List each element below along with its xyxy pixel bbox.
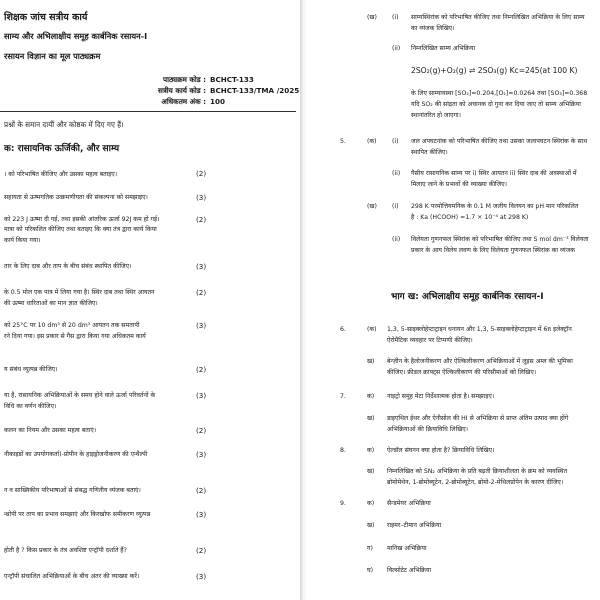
question-line: के लिए साम्यावस्था [SO₂]=0.204,[O₂]=0.0264 तथा [SO₃]=0.368 [411,90,588,97]
question-line: कीजिए। फ्रीडल क्राफ्ट्स ऐल्किलीकरण की परिसीमाओं को लिखिए। [387,369,537,376]
max-marks-value: 100 [210,97,226,106]
marks: (3) [196,321,207,330]
section-a-title: क: रासायनिक ऊर्जिकी, और साम्य [4,144,120,154]
header-line2: साम्य और अभिलाक्षीय समूह कार्बनिक रसायन-I [4,31,148,41]
question-line: कलन का नियम और उसका महत्व बताएं। [4,427,97,434]
question-line: राइमर–टीमान अभिक्रिया [387,522,442,529]
course-code-label: पाठ्यक्रम कोड : [163,75,206,84]
question-number: 7. [340,393,346,400]
part-label: ख) [367,415,375,422]
header-line1: शिक्षक जांच सत्रीय कार्य [4,12,88,23]
part-label: घ) [367,567,374,574]
question-line: साम्यस्थिरांक को परिभाषित कीजिए तथा निम्नलिखित अभिक्रिया के लिए साम्य [411,14,585,21]
section-b-title: भाग ख: अभिलाक्षीय समूह कार्बनिक रसायन-I [391,292,544,302]
marks: (3) [196,193,207,202]
course-code-value: BCHCT-133 [210,75,254,84]
question-line: प्रकार के आय विलेय लवण के लिए विलेयता गुणनफल स्थिरांक का व्यंजक [411,247,576,254]
question-line: जल अपघटनांक को परिभाषित कीजिए तथा उसका जलापघटन स्थिरांक के साथ [411,138,588,145]
equation: 2SO₂(g)+O₂(g) ⇌ 2SO₃(g) Kc=245(at 100 K) [411,66,578,75]
question-line: एन्ट्रॉपी संचालित अभिक्रियाओं के बीच अंतर की व्याख्या करें। [4,573,140,580]
book-gutter [300,0,307,600]
question-line: नाइट्रो समूह मेटा निर्देशात्मक होता है। समझाइए। [387,393,495,400]
question-line: निम्नलिखित साम्य अभिक्रिया [411,45,476,52]
question-line: डाइएथिल ईथर और ऐनीसोल की HI से अभिक्रिया से प्राप्त अंतिम उत्पाद क्या होंगे [387,415,569,422]
part-label: (क) [367,138,377,145]
question-line: स्थापित कीजिए। [411,149,448,156]
part-label: (ख) [367,203,377,210]
question-line: मानिख अभिक्रिया [387,545,427,552]
question-line: निम्नलिखित को SN₂ अभिक्रिया के प्रति बढ़ती क्रियाशीलता के क्रम को व्यवस्थित [387,468,568,475]
marks: (3) [196,450,207,459]
question-line: रने दिया गया। इस प्रकार से गैस द्वारा किया गया अधिकतम कार्य [4,333,146,340]
question-line: स्थानांतरित हो जाएगा। [411,112,461,119]
header-divider [0,111,296,112]
sub-label: (i) [392,203,399,210]
instruction-text: प्रश्नों के समान दायीं और कोष्ठक में दिए गए हैं। [4,120,124,129]
question-line: ब्रोमोमेथेन, 1-ब्रोमोब्यूटेन, 2-ब्रोमोब्यूटेन, ब्रोमो-2-मेथिलप्रोपेन के कारण दीजिए। [387,479,564,486]
question-line: की ऊष्मा धारिताओं का मान ज्ञात कीजिए। [4,300,98,307]
question-line: है : Ka (HCOOH) =1.7 × 10⁻⁴ at 298 K) [411,214,529,221]
marks: (3) [196,572,207,581]
sub-label: (i) [392,14,399,21]
marks: (3) [196,262,207,271]
question-line: 298 K परमोत्तियमनिक के 0.1 M जलीय विलयन का pH मान परिकलित [411,203,579,210]
question-line: यदि SO₂ की सांद्रता को अचानक दो गुना कर दिया जाए तो साम्य अभिक्रिया [411,101,581,108]
question-line: सैन्डमेयर अभिक्रिया [387,500,431,507]
question-line: नीकाइडों का उपयोगकर्ता)-प्रोपीन के हाइड्रोजनीकरण की एन्थैल्पी [4,451,148,458]
question-line: ऐरोमैटिक व्यवहार पर टिप्पणी कीजिए। [387,337,473,344]
question-number: 6. [340,326,346,333]
assignment-code-value: BCHCT-133/TMA /2025 [210,86,300,95]
header-line3: रसायन विज्ञान का मूल पाठ्यक्रम [4,51,101,61]
sub-label: (ii) [392,170,401,177]
part-label: ख) [367,358,375,365]
question-line: विल्सोटेट अभिक्रिया [387,567,432,574]
marks: (2) [196,426,207,435]
question-line: का व्यंजक लिखिए। [411,25,455,32]
marks: (2) [196,546,207,555]
part-label: (ख) [367,14,377,21]
marks: (2) [196,215,207,224]
marks: (3) [196,391,207,400]
question-line: ऐल्डॉल संघनन क्या होता है? क्रियाविधि लिखिए। [387,447,495,454]
question-number: 9. [340,500,346,507]
question-line: मिलाए जाने के प्रभावों की व्याख्या कीजिए। [411,181,508,188]
question-number: 8. [340,447,346,454]
question-line: को 223 J ऊष्मा दी गई, तथा इसकी आंतरिक ऊर्जा 92J कम हो गई। [4,216,160,223]
question-line: सहायता से ऊष्मगतिक उत्क्रमणीयता की संकल्पना को समझाइए। [4,194,148,201]
right-page [307,0,600,600]
question-line: विधि का वर्णन कीजिए। [4,403,57,410]
sub-label: (ii) [392,45,401,52]
question-line: न्थ्रोपी पर ताप का प्रभाव समझाएं और किरखोफ समीकरण व्युत्पन्न [4,511,151,518]
part-label: ख) [367,468,375,475]
part-label: क) [367,393,375,400]
sub-label: (i) [392,138,399,145]
question-line: तार के लिए दाब और ताप के बीच संबंध स्थापित कीजिए। [4,263,132,270]
marks: (2) [196,169,207,178]
marks: (2) [196,365,207,374]
question-line: होती है ? किस प्रकार के तंत्र अवशिष्ट एन्ट्रॉपी दर्शाते हैं? [4,547,127,554]
question-line: 1,3, 5-साइक्लोहेप्टाट्राइन धनायन और 1,3, 5-साइक्लोहेप्टाट्राइन में 6π इलेक्ट्रॉन [387,326,572,333]
question-line: अभिक्रियाओं की क्रियाविधि लिखिए। [387,426,469,433]
question-line: गैसीय रासायनिक साम्य पर i) स्थिर आयतन ii) स्थिर दाब की अवस्थाओं में [411,170,577,177]
part-label: ग) [367,545,373,552]
marks: (2) [196,486,207,495]
question-line: को 25°C पर 10 dm³ से 20 dm³ आयतन तक समतापी [4,322,140,329]
question-line: न व साख्यिकीय परिभाषाओं से संबद्ध गणितीय व्यंजक बताएं। [4,487,141,494]
question-line: या है, रासायनिक अभिक्रियाओं के समय होने वाले ऊर्जा परिवर्तनों के [4,392,156,399]
question-line: विलेयता गुणनफल स्थिरांक को परिभाषित कीजिए तथा S mol dm⁻³ विलेयता [411,236,589,243]
marks: (2) [196,288,207,297]
question-line: बेन्ज़ीन के हैलोजनीकरण और ऐल्किलीकरण अभिक्रियाओं में लूइस अम्ल की भूमिका [387,358,573,365]
question-line: । को परिभाषित कीजिए और उसका महत्व बताइए। [4,171,118,178]
assignment-code-label: सत्रीय कार्य कोड : [157,86,206,95]
question-line: के 0.5 मोल एक पात्र में लिया गया है। स्थिर दाब तथा स्थिर आयतन [4,289,155,296]
question-line: मात्रा को परिकलित कीजिए तथा बताइए कि क्या तंत्र द्वारा कार्य किया [4,226,157,233]
question-number: 5. [340,138,346,145]
part-label: ख) [367,522,375,529]
part-label: क) [367,447,375,454]
sub-label: (ii) [392,236,401,243]
question-line: कार्य किया गया। [4,237,41,244]
question-line: य संबंध व्युत्पन्न कीजिए। [4,366,58,373]
part-label: क) [367,500,375,507]
marks: (3) [196,510,207,519]
max-marks-label: अधिकतम अंक : [161,97,206,106]
part-label: (क) [367,326,377,333]
